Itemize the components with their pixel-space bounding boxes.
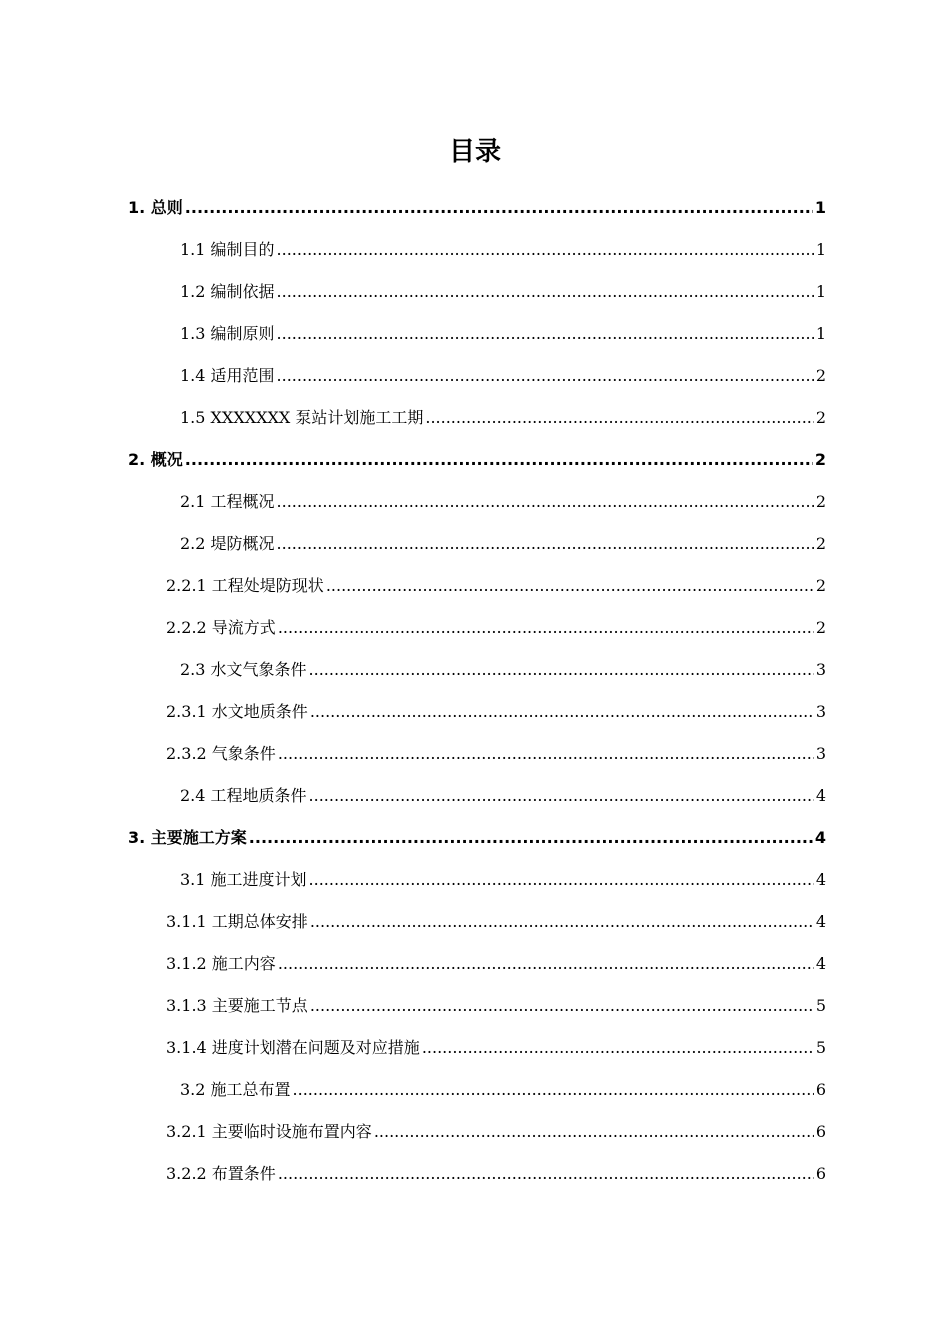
toc-entry-page-number: 5 xyxy=(815,1038,826,1057)
toc-dot-leader xyxy=(277,313,814,355)
toc-entry-page-number: 5 xyxy=(815,996,826,1015)
toc-entry-label: 1.1 编制目的 xyxy=(180,240,275,259)
toc-entry-label: 3.1.2 施工内容 xyxy=(166,954,276,973)
toc-dot-leader xyxy=(185,187,813,229)
toc-entry[interactable] xyxy=(0,859,826,901)
toc-entry[interactable] xyxy=(0,313,826,355)
toc-entry-label: 1.3 编制原则 xyxy=(180,324,275,343)
toc-entry-page-number: 2 xyxy=(815,492,826,511)
toc-entry-label: 2.4 工程地质条件 xyxy=(180,786,307,805)
toc-entry-page-number: 6 xyxy=(815,1080,826,1099)
toc-entry-page-number: 1 xyxy=(815,324,826,343)
toc-entry-label: 1.2 编制依据 xyxy=(180,282,275,301)
toc-entry[interactable] xyxy=(0,1153,826,1195)
toc-entry-label: 3.1.3 主要施工节点 xyxy=(166,996,308,1015)
toc-dot-leader xyxy=(309,649,814,691)
toc-entry-page-number: 3 xyxy=(815,702,826,721)
toc-entry-label: 2.3.2 气象条件 xyxy=(166,744,276,763)
toc-entry[interactable] xyxy=(0,439,826,481)
toc-entry[interactable] xyxy=(0,1069,826,1111)
toc-dot-leader xyxy=(374,1111,814,1153)
toc-dot-leader xyxy=(277,523,814,565)
toc-entry-page-number: 6 xyxy=(815,1164,826,1183)
toc-entry-label: 2.2 堤防概况 xyxy=(180,534,275,553)
toc-entry[interactable] xyxy=(0,985,826,1027)
toc-entry-page-number: 4 xyxy=(815,912,826,931)
toc-entry[interactable] xyxy=(0,565,826,607)
toc-entry-page-number: 2 xyxy=(815,618,826,637)
toc-entry-label: 3.2.1 主要临时设施布置内容 xyxy=(166,1122,372,1141)
toc-entry-label: 1.5 XXXXXXX 泵站计划施工工期 xyxy=(180,408,424,427)
toc-dot-leader xyxy=(425,397,813,439)
toc-entry-label: 2.2.2 导流方式 xyxy=(166,618,276,637)
toc-entry-page-number: 2 xyxy=(815,576,826,595)
toc-dot-leader xyxy=(278,733,814,775)
toc-entry-page-number: 4 xyxy=(814,828,826,847)
toc-entry[interactable] xyxy=(0,187,826,229)
toc-entry[interactable] xyxy=(0,229,826,271)
toc-entry-page-number: 6 xyxy=(815,1122,826,1141)
toc-entry-label: 2.3 水文气象条件 xyxy=(180,660,307,679)
toc-dot-leader xyxy=(277,481,814,523)
toc-entry-label: 2.2.1 工程处堤防现状 xyxy=(166,576,324,595)
toc-entry[interactable] xyxy=(0,817,826,859)
toc-entry-label: 3.2.2 布置条件 xyxy=(166,1164,276,1183)
toc-entry-label: 3.1.4 进度计划潜在问题及对应措施 xyxy=(166,1038,420,1057)
toc-dot-leader xyxy=(310,901,814,943)
toc-entry[interactable] xyxy=(0,943,826,985)
toc-dot-leader xyxy=(309,859,814,901)
toc-dot-leader xyxy=(278,943,814,985)
toc-entry[interactable] xyxy=(0,649,826,691)
toc-entry-label: 3.2 施工总布置 xyxy=(180,1080,291,1099)
toc-entry[interactable] xyxy=(0,355,826,397)
toc-dot-leader xyxy=(422,1027,814,1069)
table-of-contents xyxy=(0,187,950,1195)
toc-dot-leader xyxy=(277,229,814,271)
toc-entry-page-number: 4 xyxy=(815,954,826,973)
toc-entry-page-number: 3 xyxy=(815,660,826,679)
toc-entry-label: 1.4 适用范围 xyxy=(180,366,275,385)
toc-dot-leader xyxy=(277,271,814,313)
toc-entry-label: 3.1 施工进度计划 xyxy=(180,870,307,889)
toc-entry[interactable] xyxy=(0,481,826,523)
toc-dot-leader xyxy=(185,439,813,481)
toc-entry[interactable] xyxy=(0,901,826,943)
toc-entry[interactable] xyxy=(0,1111,826,1153)
toc-dot-leader xyxy=(277,355,814,397)
toc-dot-leader xyxy=(293,1069,814,1111)
toc-entry-page-number: 4 xyxy=(815,786,826,805)
toc-dot-leader xyxy=(309,775,814,817)
toc-entry[interactable] xyxy=(0,397,826,439)
toc-dot-leader xyxy=(249,817,813,859)
toc-dot-leader xyxy=(310,691,814,733)
toc-dot-leader xyxy=(278,607,814,649)
toc-entry[interactable] xyxy=(0,775,826,817)
toc-entry-page-number: 2 xyxy=(815,408,826,427)
toc-entry-label: 2.1 工程概况 xyxy=(180,492,275,511)
toc-dot-leader xyxy=(310,985,814,1027)
toc-entry-page-number: 2 xyxy=(815,366,826,385)
toc-title: 目录 xyxy=(448,137,501,167)
toc-entry-page-number: 3 xyxy=(815,744,826,763)
toc-entry[interactable] xyxy=(0,1027,826,1069)
toc-entry-page-number: 2 xyxy=(815,534,826,553)
toc-entry[interactable] xyxy=(0,733,826,775)
toc-entry-page-number: 1 xyxy=(815,282,826,301)
toc-entry-page-number: 1 xyxy=(815,240,826,259)
toc-entry[interactable] xyxy=(0,607,826,649)
toc-entry-page-number: 1 xyxy=(814,198,826,217)
toc-entry-label: 3. 主要施工方案 xyxy=(128,828,247,847)
toc-dot-leader xyxy=(278,1153,814,1195)
toc-entry-label: 2. 概况 xyxy=(128,450,183,469)
toc-entry-label: 2.3.1 水文地质条件 xyxy=(166,702,308,721)
toc-entry-page-number: 2 xyxy=(814,450,826,469)
toc-dot-leader xyxy=(326,565,814,607)
toc-entry[interactable] xyxy=(0,523,826,565)
toc-entry[interactable] xyxy=(0,271,826,313)
toc-entry-page-number: 4 xyxy=(815,870,826,889)
toc-entry[interactable] xyxy=(0,691,826,733)
toc-entry-label: 3.1.1 工期总体安排 xyxy=(166,912,308,931)
toc-entry-label: 1. 总则 xyxy=(128,198,183,217)
